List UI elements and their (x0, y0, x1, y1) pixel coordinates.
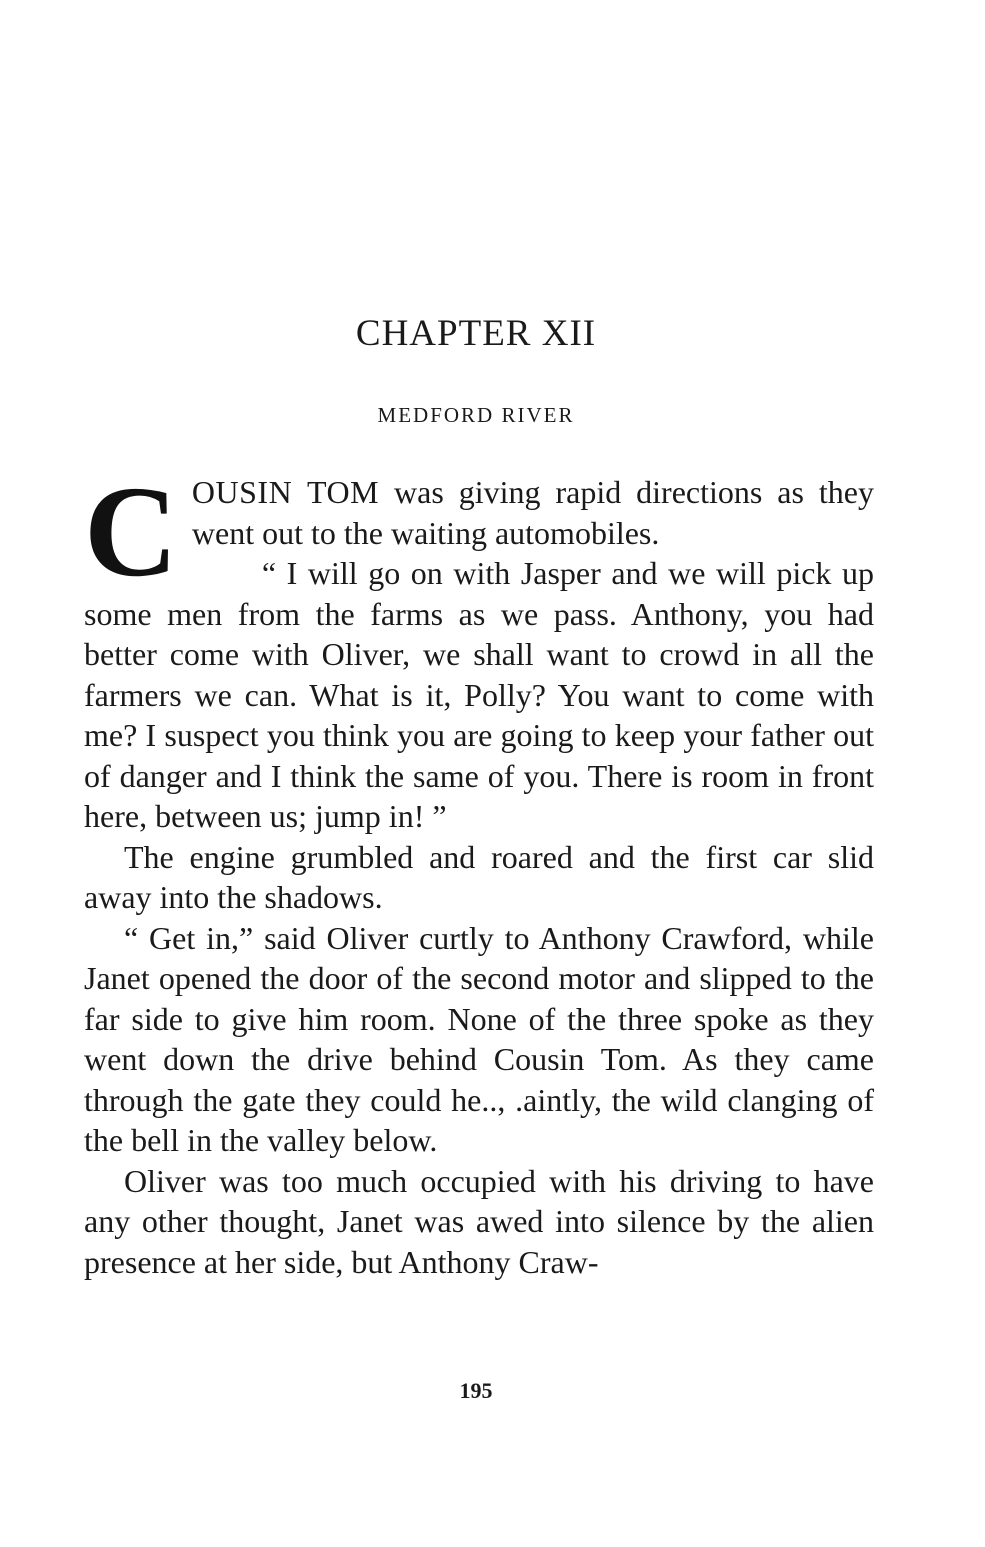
page-number: 195 (459, 1378, 493, 1403)
body-text (84, 460, 875, 1282)
chapter-subtitle: MEDFORD RIVER (377, 403, 575, 427)
lead-caps: OUSIN TOM (191, 474, 380, 510)
paragraph-1-text-2: “ I will go on with Jasper and we will pick up some men from the farms as we pass. Anthony, you had better come with Oliver, we shall want to crowd in all the farmers we can. What is it, Polly? You want to come with me? I suspect you think you are going to keep your father out of danger and I think the same of you. There is room in front here, between us; jump in! ” (84, 555, 874, 834)
chapter-title: CHAPTER XII (355, 313, 597, 354)
drop-cap: C (84, 460, 178, 604)
paragraph-2: The engine grumbled and roared and the first car slid away into the shadows. (84, 838, 874, 915)
paragraph-1-text-1: was giving rapid directions as they went out to the waiting automobiles. (191, 474, 875, 551)
paragraph-1 (84, 460, 875, 837)
paragraph-4: Oliver was too much occupied with his driving to have any other thought, Janet was awed into silence by the alien presence at her side, but Anthony Craw- (84, 1162, 874, 1280)
paragraph-3: “ Get in,” said Oliver curtly to Anthony Crawford, while Janet opened the door of the second motor and slipped to the far side to give him room. None of the three spoke as they went down the drive behind Cousin Tom. As they came through the gate they could he.., .aintly, the wild clanging of the bell in the valley below. (84, 919, 874, 1158)
